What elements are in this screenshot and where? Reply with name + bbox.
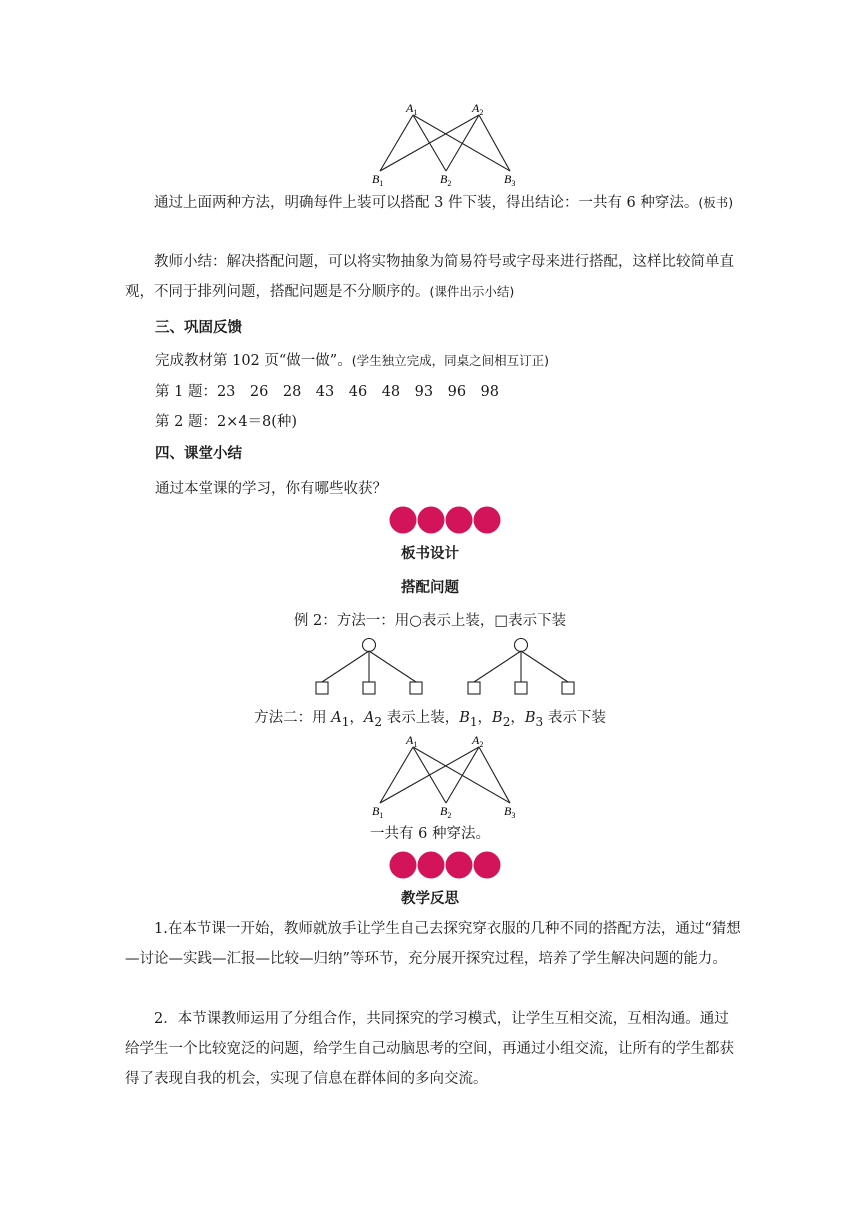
bottom-square (316, 682, 328, 694)
summary-question: 通过本堂课的学习，你有哪些收获？ (155, 481, 387, 497)
decor-dot (390, 507, 417, 534)
paragraph-conclusion (125, 188, 743, 218)
sep: ， (477, 710, 493, 726)
label-b3-sub: 3 (535, 714, 544, 729)
node-b3: $B_3$ (504, 172, 516, 188)
board-conclusion: 一共有 6 种穿法。 (370, 826, 490, 842)
tree-diagram (312, 636, 582, 700)
method-two-mid: 表示上装， (382, 710, 460, 726)
section-heading-summary: 四、课堂小结 (155, 446, 242, 462)
bottom-square (562, 682, 574, 694)
label-b1-letter: B (459, 710, 470, 726)
node-a2: $A_2$ (472, 733, 484, 749)
method-one-line: 例 2：方法一：用○表示上装，□表示下装 (293, 613, 567, 629)
node-b3: $B_3$ (504, 804, 516, 820)
label-a1-letter: A (331, 710, 342, 726)
method-two-line (0, 706, 860, 729)
bottom-square (363, 682, 375, 694)
paragraph-teacher-summary-note: (课件出示小结) (429, 284, 515, 299)
exercise-instruction-text: 完成教材第 102 页“做一做”。 (155, 353, 352, 369)
decor-dot (418, 852, 445, 879)
node-b2: $B_2$ (440, 804, 452, 820)
decor-dot (474, 852, 501, 879)
bottom-square (410, 682, 422, 694)
decor-dot (418, 507, 445, 534)
board-design-subtitle: 搭配问题 (401, 580, 459, 596)
board-design-title: 板书设计 (401, 546, 459, 562)
decor-dots-top (388, 505, 504, 535)
decor-dot (446, 852, 473, 879)
sep: ， (510, 710, 525, 726)
label-b2-sub: 2 (502, 714, 511, 729)
label-b1-sub: 1 (469, 714, 478, 729)
label-a1-sub: 1 (341, 714, 350, 729)
bottom-square (515, 682, 527, 694)
reflection-paragraph-1: 1.在本节课一开始，教师就放手让学生自己去探究穿衣服的几种不同的搭配方法，通过“猜想—讨论—实践—汇报—比较—归纳”等环节，充分展开探究过程，培养了学生解决问题的能力。 (125, 921, 741, 967)
node-a2: $A_2$ (472, 101, 484, 117)
section-heading-consolidation: 三、巩固反馈 (155, 320, 242, 336)
sep: ， (349, 710, 364, 726)
exercise-instruction-note: (学生独立完成，同桌之间相互订正) (351, 353, 549, 368)
reflection-title: 教学反思 (401, 891, 459, 907)
label-b2-letter: B (492, 710, 503, 726)
pairing-diagram-top (368, 100, 518, 188)
paragraph-conclusion-note: (板书) (698, 195, 734, 210)
answer-question-1: 第 1 题：23 26 28 43 46 48 93 96 98 (155, 384, 499, 400)
method-two-prefix: 方法二：用 (254, 710, 332, 726)
pairing-diagram-board (368, 732, 518, 820)
node-a1: $A_1$ (406, 733, 418, 749)
decor-dot (390, 852, 417, 879)
reflection-paragraph-2: 2．本节课教师运用了分组合作，共同探究的学习模式，让学生互相交流，互相沟通。通过给学生一个比较宽泛的问题，给学生自己动脑思考的空间，再通过小组交流，让所有的学生都获得了表现自我的机会，实现了信息在群体间的多向交流。 (125, 1011, 734, 1087)
paragraph-conclusion-text: 通过上面两种方法，明确每件上装可以搭配 3 件下装，得出结论：一共有 6 种穿法。 (154, 195, 699, 211)
paragraph-teacher-summary-text: 教师小结：解决搭配问题，可以将实物抽象为简易符号或字母来进行搭配，这样比较简单直观，不同于排列问题，搭配问题是不分顺序的。 (125, 254, 734, 300)
method-two-suffix: 表示下装 (543, 710, 606, 726)
decor-dot (446, 507, 473, 534)
node-b2: $B_2$ (440, 172, 452, 188)
answer-question-2: 第 2 题：2×4＝8(种) (155, 414, 298, 430)
decor-dots-bottom (388, 850, 504, 880)
paragraph-teacher-summary (125, 247, 743, 307)
top-circle-2 (515, 639, 528, 652)
label-a2-sub: 2 (374, 714, 383, 729)
node-b1: $B_1$ (372, 172, 384, 188)
decor-dot (474, 507, 501, 534)
node-a1: $A_1$ (406, 101, 418, 117)
exercise-instruction (155, 349, 549, 370)
bottom-square (468, 682, 480, 694)
top-circle-1 (363, 639, 376, 652)
label-b3-letter: B (524, 710, 536, 726)
label-a2-letter: A (363, 710, 375, 726)
node-b1: $B_1$ (372, 804, 384, 820)
